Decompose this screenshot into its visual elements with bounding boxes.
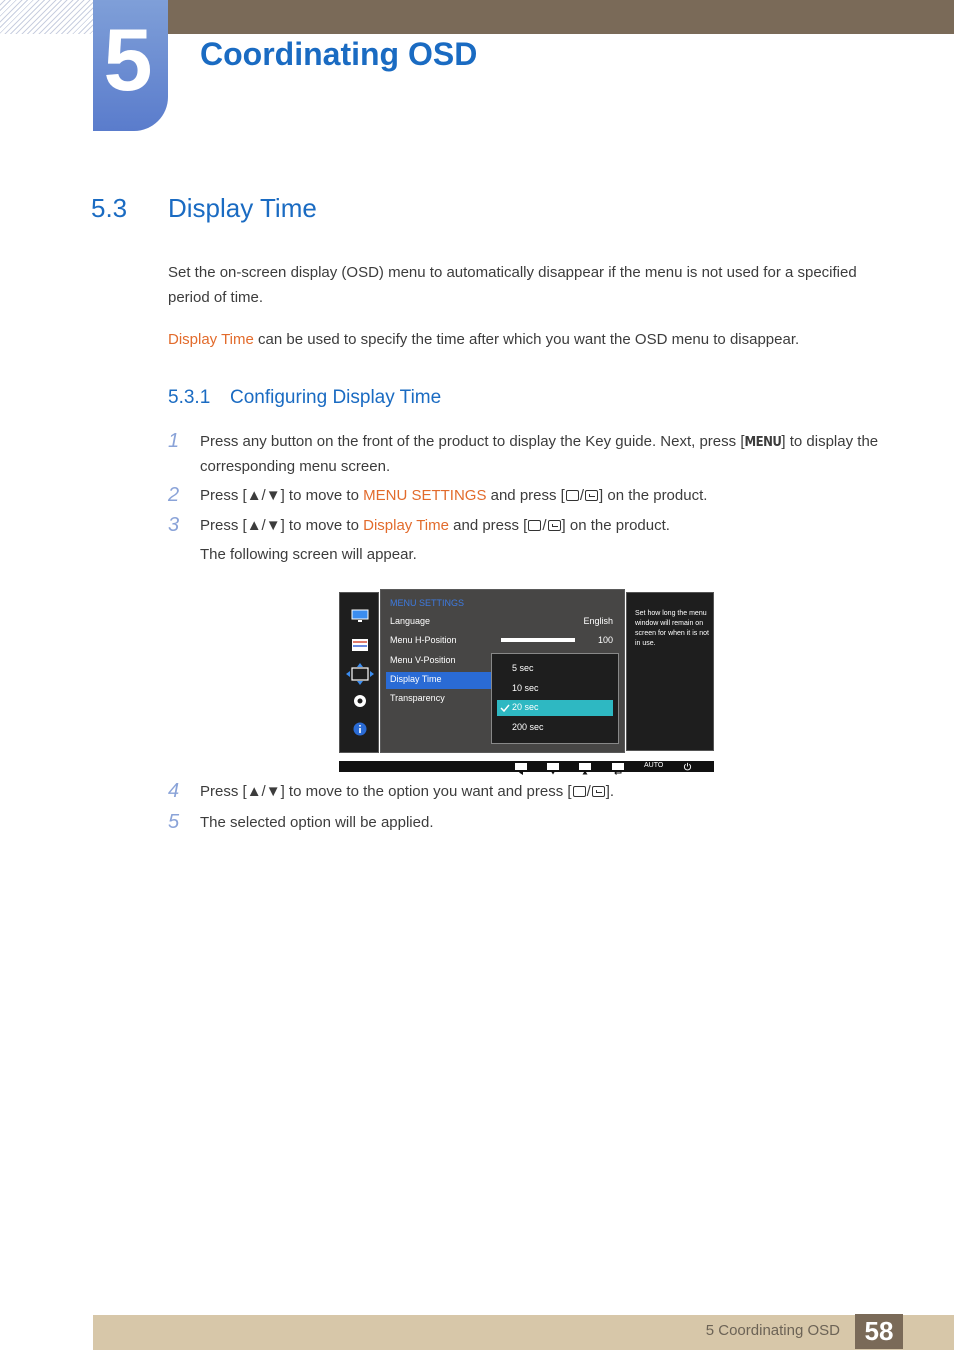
osd-menu-item[interactable]: Menu V-Position [390,655,456,665]
source-button-icon [566,490,579,501]
step-4-text: Press [▲/▼] to move to the option you want and press [ / ]. [200,783,615,800]
osd-option[interactable]: 5 sec [512,663,534,673]
up-down-arrow-icon: ▲/▼ [246,517,281,534]
step-3-text: Press [▲/▼] to move to Display Time and press [ / ] on the product. [200,517,670,534]
osd-info-text: Set how long the menu window will remain on screen for when it is not in use. [635,610,709,647]
subsection-title: Configuring Display Time [230,387,442,408]
step-5-text: The selected option will be applied. [200,814,434,831]
section-title: Display Time [168,193,317,223]
osd-menu-item[interactable]: Menu H-Position [390,635,457,645]
down-key-icon [547,763,559,770]
source-button-icon [573,786,586,797]
osd-menu-title: MENU SETTINGS [390,598,465,608]
step-2-text: Press [▲/▼] to move to MENU SETTINGS and press [ / ] on the product. [200,487,708,504]
step-number: 1 [168,430,180,452]
osd-icon-column [339,592,379,753]
highlight-term: Display Time [168,331,254,348]
section-number: 5.3 [91,193,128,223]
source-button-icon [528,520,541,531]
footer-chapter-label: 5 Coordinating OSD [705,1322,840,1339]
footer-bar [93,1315,954,1350]
osd-key-guide [339,761,714,772]
page-number: 58 [855,1314,903,1349]
osd-info-panel [626,592,714,751]
intro-highlight-paragraph [168,327,888,352]
header-bar [168,0,954,34]
step-target: MENU SETTINGS [363,487,487,504]
step-3-note: The following screen will appear. [200,546,417,563]
gear-icon [351,694,369,708]
up-down-arrow-icon: ▲/▼ [246,783,281,800]
enter-button-icon [585,490,598,501]
header-hatch-pattern [0,0,93,34]
osd-option[interactable]: 200 sec [512,722,544,732]
up-key-icon [579,763,591,770]
monitor-icon [351,609,369,623]
chapter-title: Coordinating OSD [200,36,478,72]
auto-key-label: AUTO [644,762,664,769]
enter-button-icon [548,520,561,531]
highlight-rest: can be used to specify the time after which you want the OSD menu to disappear. [253,331,800,348]
enter-key-icon [612,763,624,770]
step-number: 3 [168,514,180,536]
osd-menu-item[interactable]: Language [390,616,431,626]
position-move-icon [346,663,374,685]
power-icon [683,762,692,771]
osd-menu-panel [380,589,625,753]
subsection-number: 5.3.1 [168,387,211,408]
chapter-number: 5 [103,10,153,109]
osd-option[interactable]: 10 sec [512,683,539,693]
step-target: Display Time [363,517,449,534]
step-1-text: Press any button on the front of the product to display the Key guide. Next, press [MENU] to display the corresponding menu screen. [200,433,879,475]
osd-screen [339,589,714,773]
osd-option-selected[interactable]: 20 sec [512,702,539,712]
osd-menu-item[interactable]: Transparency [390,693,445,703]
osd-menu-value: English [583,616,613,626]
osd-display-time-options [491,653,619,744]
osd-menu-item-display-time[interactable]: Display Time [390,674,442,684]
osd-h-position-slider [501,638,575,642]
menu-key-label: MENU [744,435,782,450]
step-number: 4 [168,780,180,802]
info-icon [351,722,369,736]
enter-button-icon [592,786,605,797]
osd-menu-value: 100 [597,635,613,645]
intro-paragraph: Set the on-screen display (OSD) menu to automatically disappear if the menu is not used for a specified period of time. [168,264,857,306]
up-down-arrow-icon: ▲/▼ [246,487,281,504]
step-number: 2 [168,484,180,506]
step-number: 5 [168,811,180,833]
check-icon [500,704,510,712]
picture-adjust-icon [351,638,369,652]
left-key-icon [515,763,527,770]
